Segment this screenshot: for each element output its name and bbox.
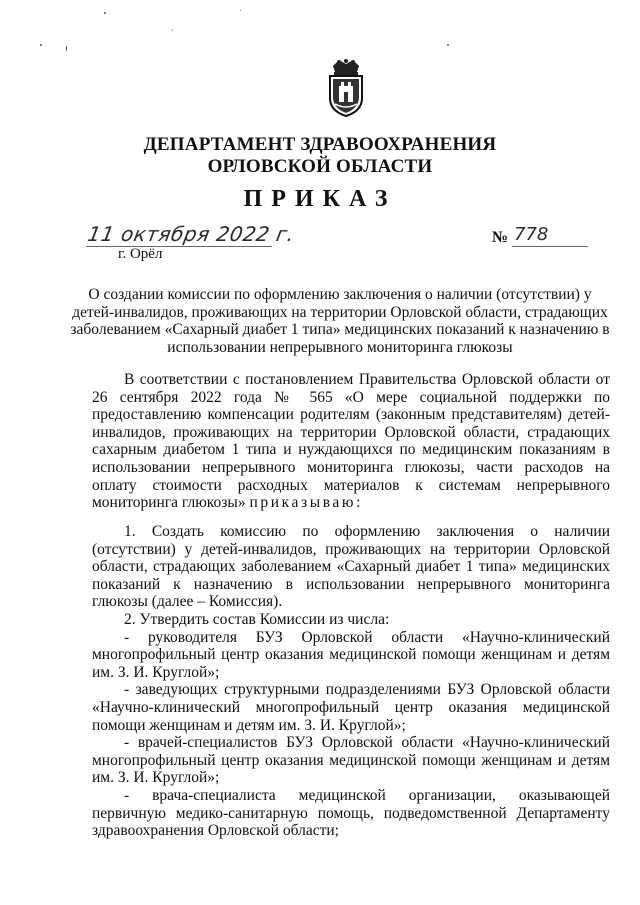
- preamble-text: В соответствии с постановлением Правительства Орловской области от 26 сентября 2022 года № 565 «О мере социальной поддержки по предоставлению компенсации родителям (законным представителям) детей-инвалидов, проживающих на территории Орловской области, страдающих сахарным диабетом 1 типа и нуждающихся по медицинским показаниям в использовании непрерывного мониторинга глюкозы, части расходов на оплату стоимости расходных материалов к системам непрерывного мониторинга глюкозы»: [92, 371, 610, 512]
- department-line-1: ДЕПАРТАМЕНТ ЗДРАВООХРАНЕНИЯ: [143, 134, 497, 155]
- department-title: [0, 134, 640, 178]
- command-word: приказываю:: [249, 494, 364, 512]
- number-sign: №: [492, 229, 509, 246]
- number-underline: [512, 246, 588, 247]
- list-item: - врача-специалиста медицинской организации, оказывающей первичную медико-санитарную помощь, подведомственной Департаменту здравоохранения Орловской области;: [92, 786, 610, 840]
- handwritten-date: 11 октября 2022 г.: [85, 222, 297, 246]
- list-item: 2. Утвердить состав Комиссии из числа:: [124, 610, 390, 628]
- document-type-title: ПРИКАЗ: [243, 186, 397, 212]
- city: г. Орёл: [118, 246, 163, 262]
- list-item: - заведующих структурными подразделениями БУЗ Орловской области «Научно-клинический многопрофильный центр оказания медицинской помощи женщинам и детям им. З. И. Круглой»;: [92, 681, 610, 734]
- order-subject: О создании комиссии по оформлению заключения о наличии (отсутствии) у детей-инвалидов, проживающих на территории Орловской области, страдающих заболеванием «Сахарный диабет 1 типа» медицинских показаний к назначению в использовании непрерывного мониторинга глюкозы: [70, 286, 610, 356]
- preamble: [92, 371, 610, 512]
- list-item: - руководителя БУЗ Орловской области «Научно-клинический многопрофильный центр оказания медицинской помощи женщинам и детям им. З. И. Круглой»;: [92, 628, 610, 681]
- list-item: - врачей-специалистов БУЗ Орловской области «Научно-клинический многопрофильный центр оказания медицинской помощи женщинам и детям им. З. И. Круглой»;: [92, 734, 610, 787]
- list-item: 1. Создать комиссию по оформлению заключения о наличии (отсутствии) у детей-инвалидов, проживающих на территории Орловской области, страдающих заболеванием «Сахарный диабет 1 типа» медицинских показаний к назначению в использовании непрерывного мониторинга глюкозы (далее – Комиссия).: [92, 523, 610, 611]
- coat-of-arms-icon: [325, 58, 367, 118]
- order-items: [92, 523, 610, 840]
- department-line-2: ОРЛОВСКОЙ ОБЛАСТИ: [207, 156, 433, 177]
- handwritten-number: 778: [514, 224, 549, 245]
- date-underline: [86, 246, 272, 247]
